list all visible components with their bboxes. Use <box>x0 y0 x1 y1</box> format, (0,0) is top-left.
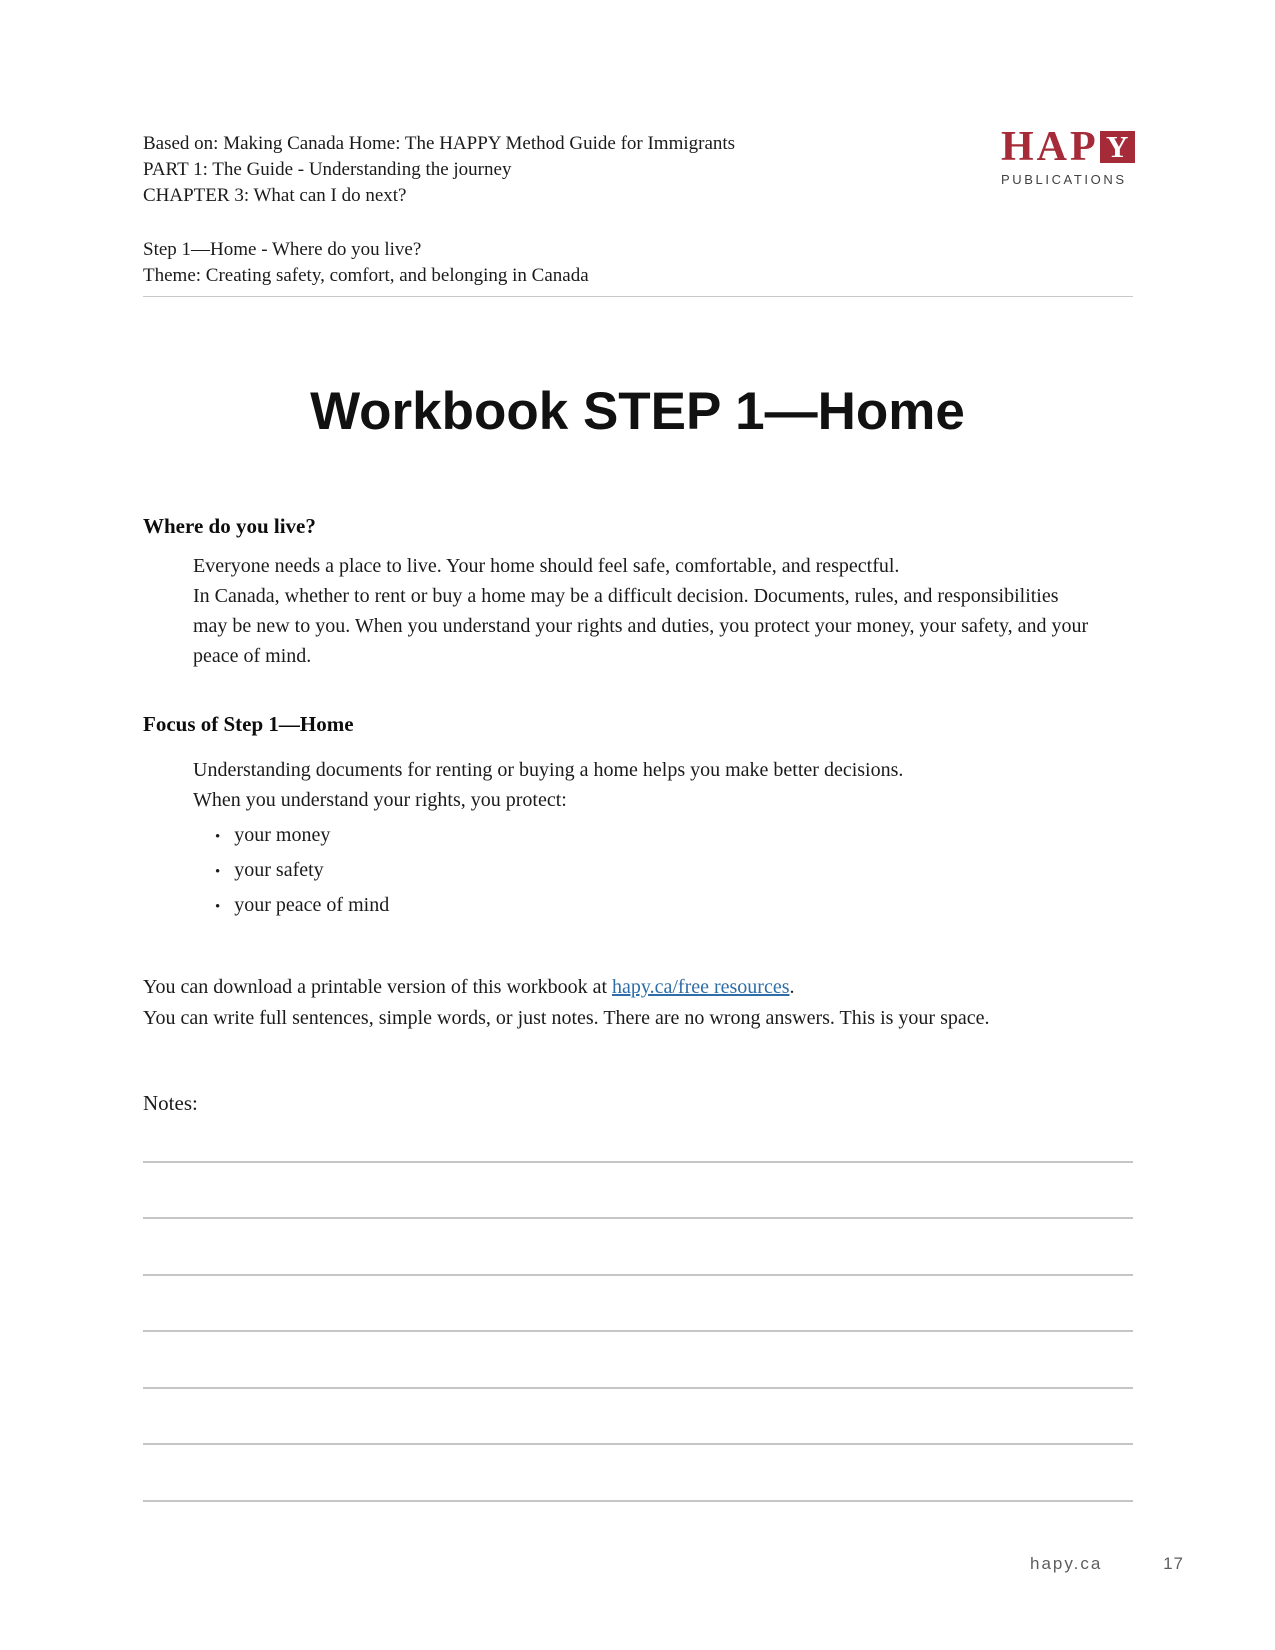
logo-wordmark <box>1001 126 1167 168</box>
logo-text-hap: HAP <box>1001 124 1099 170</box>
bullet-icon: • <box>215 899 221 915</box>
where-paragraph-1: Everyone needs a place to live. Your home should feel safe, comfortable, and respectful. <box>193 555 900 577</box>
write-anything-line: You can write full sentences, simple words, or just notes. There are no wrong answers. This is your space. <box>143 1007 990 1029</box>
free-resources-link[interactable]: hapy.ca/free resources <box>612 976 790 998</box>
footer-page-number: 17 <box>1163 1554 1184 1573</box>
notes-ruled-line <box>143 1163 1133 1220</box>
theme-line: Theme: Creating safety, comfort, and belonging in Canada <box>143 265 589 286</box>
notes-label: Notes: <box>143 1091 198 1115</box>
notes-ruled-line <box>143 1106 1133 1163</box>
step-theme-block <box>143 237 589 289</box>
protect-bullet-list <box>215 818 389 923</box>
download-text-before: You can download a printable version of this workbook at <box>143 976 613 998</box>
download-text-after: . <box>789 976 795 998</box>
part-line: PART 1: The Guide - Understanding the journey <box>143 159 512 180</box>
page-footer <box>1030 1554 1184 1574</box>
focus-paragraph-1: Understanding documents for renting or buying a home helps you make better decisions. <box>193 759 904 781</box>
notes-ruled-line <box>143 1445 1133 1502</box>
where-heading: Where do you live? <box>143 514 316 538</box>
logo-y-box: Y <box>1100 131 1135 163</box>
notes-ruled-line <box>143 1219 1133 1276</box>
footer-website: hapy.ca <box>1030 1554 1103 1573</box>
where-paragraph-2: In Canada, whether to rent or buy a home may be a difficult decision. Documents, rules, and responsibilities may be new to you. When you understand your rights and duties, you protect your money, your safety, and your peace of mind. <box>193 585 1089 667</box>
bullet-icon: • <box>215 864 221 880</box>
source-reference-block <box>143 131 735 209</box>
chapter-line: CHAPTER 3: What can I do next? <box>143 185 407 206</box>
list-item <box>215 818 389 853</box>
bullet-icon: • <box>215 829 221 845</box>
notes-ruled-line <box>143 1389 1133 1446</box>
bullet-text: your money <box>234 824 331 846</box>
download-line <box>143 972 990 1003</box>
step-line: Step 1—Home - Where do you live? <box>143 239 422 260</box>
notes-ruled-area <box>143 1106 1133 1502</box>
bullet-text: your peace of mind <box>234 894 390 916</box>
logo-subtitle: PUBLICATIONS <box>1001 172 1127 187</box>
bullet-text: your safety <box>234 859 324 881</box>
focus-paragraph-2: When you understand your rights, you protect: <box>193 789 567 811</box>
page-title: Workbook STEP 1—Home <box>310 382 965 441</box>
notes-ruled-line <box>143 1276 1133 1333</box>
hapy-publications-logo <box>1001 126 1167 187</box>
list-item <box>215 888 389 923</box>
header-divider-rule <box>143 296 1133 297</box>
focus-paragraphs <box>193 755 1093 815</box>
focus-heading: Focus of Step 1—Home <box>143 712 354 736</box>
where-paragraphs <box>193 551 1093 671</box>
based-on-line: Based on: Making Canada Home: The HAPPY Method Guide for Immigrants <box>143 133 736 154</box>
list-item <box>215 853 389 888</box>
notes-ruled-line <box>143 1332 1133 1389</box>
download-instructions <box>143 972 990 1034</box>
